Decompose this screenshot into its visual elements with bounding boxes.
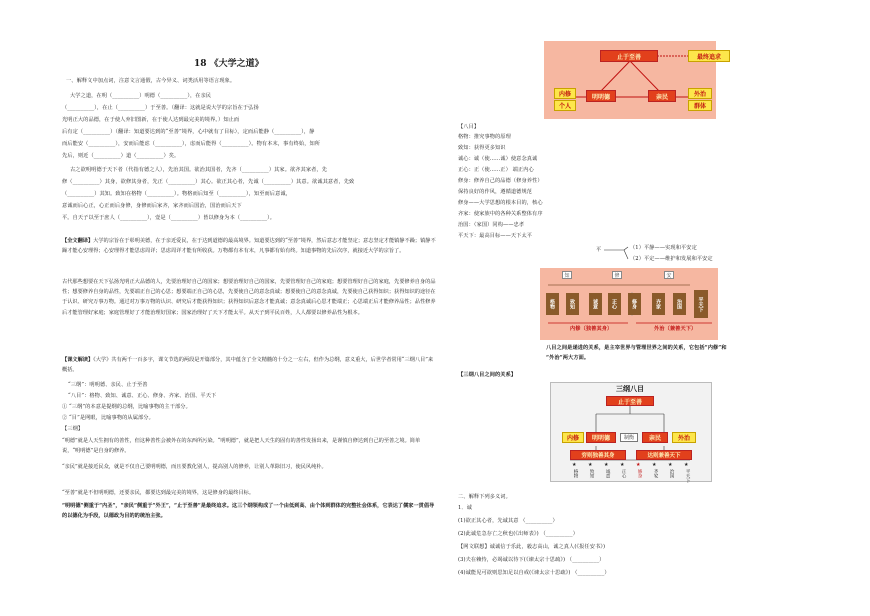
diagram-3-inner: 内修 xyxy=(562,432,584,443)
diagram-1-outer: 外治 xyxy=(688,88,712,99)
diagram-3-left-band: 穷则独善其身 xyxy=(570,450,626,460)
p2-line: 古之欲明明德于天下者（代指有德之人），先治其国。欲治其国者，先齐（__________）其家。欲齐其家者，先 xyxy=(70,167,327,173)
diagram-3-item: 平天下 xyxy=(685,469,690,484)
diagram-3-mid-tag: 制衡 xyxy=(620,433,638,442)
diagram-1-left: 明明德 xyxy=(586,90,616,102)
reading-para: 【课文解读】《大学》共有两千一百多字，课文节选的两段是开篇部分，其中蕴含了全文精髓的十分之一左右，但作为总纲，意义重大，后世学者常用“三纲八目”来概括。 xyxy=(62,357,434,373)
bamu-item: 正心：正（使……正） 端正内心 xyxy=(458,167,534,173)
question-2-item: 1．诚 xyxy=(458,505,472,511)
p2-line: 意诚而后心正，心正而后身修，身修而后家齐，家齐而后国治，国治而后天下 xyxy=(62,203,242,209)
p1-line: （__________），在止（__________）于至善。（翻译：这就是说大学的宗旨在于弘扬 xyxy=(62,105,259,111)
diagram-1-right-tag: 最终追求 xyxy=(688,50,730,62)
diagram-3-item: 齐家 xyxy=(653,469,658,479)
diagram-3-item: 诚意 xyxy=(605,469,610,479)
lesson-title: 18 《大学之道》 xyxy=(194,59,264,69)
question-2-line: (1)欲正其心者，先诚其意 （__________） xyxy=(458,518,558,524)
diagram-3-item-marker: ★ xyxy=(572,462,577,468)
diagram-3-item: 修身 xyxy=(637,469,642,479)
p2-line: 平。自天子以至于庶人（__________），壹是（__________）皆以修身为本（__________）。 xyxy=(62,215,276,221)
bamu-item: 格物：推究事物的原理 xyxy=(458,134,511,140)
diagram-2-outer: 外治（兼善天下） xyxy=(654,326,697,332)
diagram-2-cell: 治国 xyxy=(673,293,686,315)
diagram-2-top-label: 安 xyxy=(664,271,674,279)
diagram-2-cell: 正心 xyxy=(608,293,621,315)
diagram-1-top: 止于至善 xyxy=(600,50,658,62)
diagram-1-mid: 亲民 xyxy=(648,90,676,102)
diagram-2-inner: 内修（独善其身） xyxy=(570,326,613,332)
branch-2: （2）平定——维护和发展和平安定 xyxy=(630,256,713,262)
diagram-2-cell: 齐家 xyxy=(652,293,665,315)
sangang-para: “明明德”侧重于“内圣”，“亲民”侧重于“外王”，“止于至善”是最终追求。这三个纲领构成了一个由低到高、由个体到群体的完整社会体系，它表达了儒家一贯倡导的以德化为手段，以德政为目的的统治主张。 xyxy=(62,503,435,519)
reading-label: 【课文解读】 xyxy=(62,357,94,363)
list-item: “三纲”：明明德、亲民、止于至善 xyxy=(68,382,148,388)
diagram-2-cell: 诚意 xyxy=(589,293,602,315)
list-item: ② “目”是网眼，比喻事物的从属部分。 xyxy=(62,415,154,421)
diagram-3-item: 致知 xyxy=(589,469,594,479)
bamu-item: 修身：修养自己的品德（修身养性） xyxy=(458,178,543,184)
bamu-item: 诚心：诚（使……诚）使意念真诚 xyxy=(458,156,538,162)
diagram-3-item-marker: ★ xyxy=(684,462,689,468)
diagram-2-cell: 平天下 xyxy=(694,290,708,318)
branch-root: 平 xyxy=(596,247,602,253)
diagram-3-top: 止于至善 xyxy=(606,396,654,406)
bamu-item: 治国：（家国）同构——忠孝 xyxy=(458,222,525,228)
diagram-3-item-marker: ★ xyxy=(668,462,673,468)
relation-label: 【三纲八目之间的关系】 xyxy=(458,372,517,378)
p1-line: 大学之道，在明（__________）明德（__________），在亲民 xyxy=(70,93,212,99)
diagram-3-item-marker: ★ xyxy=(620,462,625,468)
translation-para-2: 古代那些想要在天下弘扬光明正大品德的人，先要治理好自己的国家；想要治理好自己的国家，先要管理好自己的家庭；想要管理好自己的家庭，先要修养自身的品性；想要修养自身的品性，先要端正自己的心思；想要端正自己的心思，先要使自己的意念真诚；想要使自己的意念真诚，先要使自己获得知识；获得知识的途径在于认识、研究万事万物。通过对万事万物的认识、研究后才能获得知识；获得知识后意念才能真诚；意念真诚后心思才能端正；心思端正后才能修养品性；品性修养后才能管理好家庭；家庭管理好了才能治理好国家；国家治理好了天下才能太平。从天子到平民百姓，人人都要以修养品性为根本。 xyxy=(62,279,436,316)
diagram-3-item-marker: ★ xyxy=(636,462,641,468)
question-2-line: 【网文联想】诚诚信于乐此，毅志高山，诚之真人(《报任安书》) xyxy=(458,544,606,550)
diagram-3-item: 格物 xyxy=(573,469,578,479)
diagram-2-cell: 致知 xyxy=(566,293,579,315)
p1-line: 而后能安（__________），安而后能虑（__________），虑而后能得（__________）。物有本末，事有终始，知所 xyxy=(62,141,321,147)
branch-1: （1）平静——实现和平安定 xyxy=(630,245,697,251)
diagram-3-left: 明明德 xyxy=(586,432,616,443)
question-2-heading: 二、解释下列多义词。 xyxy=(458,494,511,500)
bamu-item: 保持良好的作风，遵循道德规范 xyxy=(458,189,533,195)
diagram-2-top-label: 知 xyxy=(562,271,572,279)
diagram-3-item-marker: ★ xyxy=(652,462,657,468)
diagram-2-top-label: 修 xyxy=(612,271,622,279)
bamu-item: 致知：获得更多知识 xyxy=(458,145,506,151)
question-2-line: (3)夫在赖恃，必竭诚以待下(《谏太宗十思疏》) （__________） xyxy=(458,557,605,563)
diagram-3-outer: 外治 xyxy=(672,432,696,443)
p2-line: （__________）其知。致知在格物（__________）。物格而后知至（__________），知至而后意诚， xyxy=(62,191,291,197)
p1-line: 光明正大的品德，在于使人弃旧图新，在于使人达到最完美的境界。）知止而 xyxy=(62,117,240,123)
question-2-line: (4)诚能见可欲则思知足以自戒(《谏太宗十思疏》) （__________） xyxy=(458,570,610,576)
diagram-2-cell: 格物 xyxy=(546,293,559,315)
sangang-para: “至善”就是不但明明德，还要亲民，都要达到最完美的境界，这是修身的最终目标。 xyxy=(62,490,255,496)
p2-line: 修（__________）其身，欲修其身者，先正（__________）其心。欲正其心者，先诚（__________）其意。欲诚其意者，先致 xyxy=(62,179,355,185)
diagram-3-item-marker: ★ xyxy=(604,462,609,468)
diagram-1-person: 个人 xyxy=(554,100,576,111)
bamu-item: 修身——大学思想的根本目的，核心 xyxy=(458,200,543,206)
diagram-3-right: 亲民 xyxy=(642,432,668,443)
diagram-2-caption: 八目之间是递进的关系，是主宰世界与管理世界之间的关系，它包括“内修”和 xyxy=(546,345,727,351)
translation-label: 【全文翻译】 xyxy=(62,238,94,244)
question-2-line: (2)此诚危急存亡之秋也(《出师表》) （__________） xyxy=(458,531,578,537)
sangang-para: “亲民”就是接近民众，就是不仅自己要明明德，而且要教化别人，提高别人的修养，让别人革除旧习，使民风纯朴。 xyxy=(62,464,327,470)
sangang-label: 【三纲】 xyxy=(62,426,84,432)
p1-line: 后有定（__________）（翻译：知道要达到的“至善”境界，心中就有了目标），定而后能静（__________），静 xyxy=(62,129,315,135)
diagram-1-group: 群体 xyxy=(688,100,712,111)
translation-para-1: 【全文翻译】大学的宗旨在于彰明美德，在于亲近爱民，在于达到道德的最高境界。知道要达到的“至善”境界，然后意志才能坚定；意志坚定才能镇静不躁；镇静不躁才能心安理得；心安理得才能思虑周详；思虑周详才能有所收获。万物都有本有末，凡事都有始有终。知道事物的先后次序，就接近大学的宗旨了。 xyxy=(62,238,436,255)
sangang-para: “明德”就是人天生拥有的善性，但这种善性会被外在的东西所污染。“明明德”，就是把人天生的固有的善性发扬出来，是谨慎自修达到自己的至善之境。简单说，“明明德”是自身的修养。 xyxy=(62,438,421,454)
question-1-heading: 一、解释文中加点词，注意文言通假，古今异义、词类活用等语言现象。 xyxy=(66,78,236,84)
bamu-item: 平天下：最高目标——天下太平 xyxy=(458,233,533,239)
list-item: ① “三纲”的本意是提纲的总纲，比喻事物的主干部分。 xyxy=(62,404,191,410)
diagram-1-inner: 内修 xyxy=(554,88,576,99)
p1-line: 先后，则近（__________）道（__________）矣。 xyxy=(62,153,180,159)
diagram-2-caption: “外治”两大方面。 xyxy=(546,355,590,361)
diagram-2-cell: 修身 xyxy=(628,293,641,315)
diagram-3-item: 正心 xyxy=(621,469,626,479)
diagram-3-title: 三纲八目 xyxy=(616,384,644,393)
diagram-3-item: 治国 xyxy=(669,469,674,479)
list-item: “八目”：格物、致知、诚意、正心、修身、齐家、治国、平天下 xyxy=(68,393,217,399)
bamu-item: 齐家：使家族中的各种关系整体有序 xyxy=(458,211,543,217)
diagram-3-item-marker: ★ xyxy=(588,462,593,468)
diagram-3-right-band: 达则兼善天下 xyxy=(636,450,692,460)
bamu-label: 【八目】 xyxy=(458,124,480,130)
